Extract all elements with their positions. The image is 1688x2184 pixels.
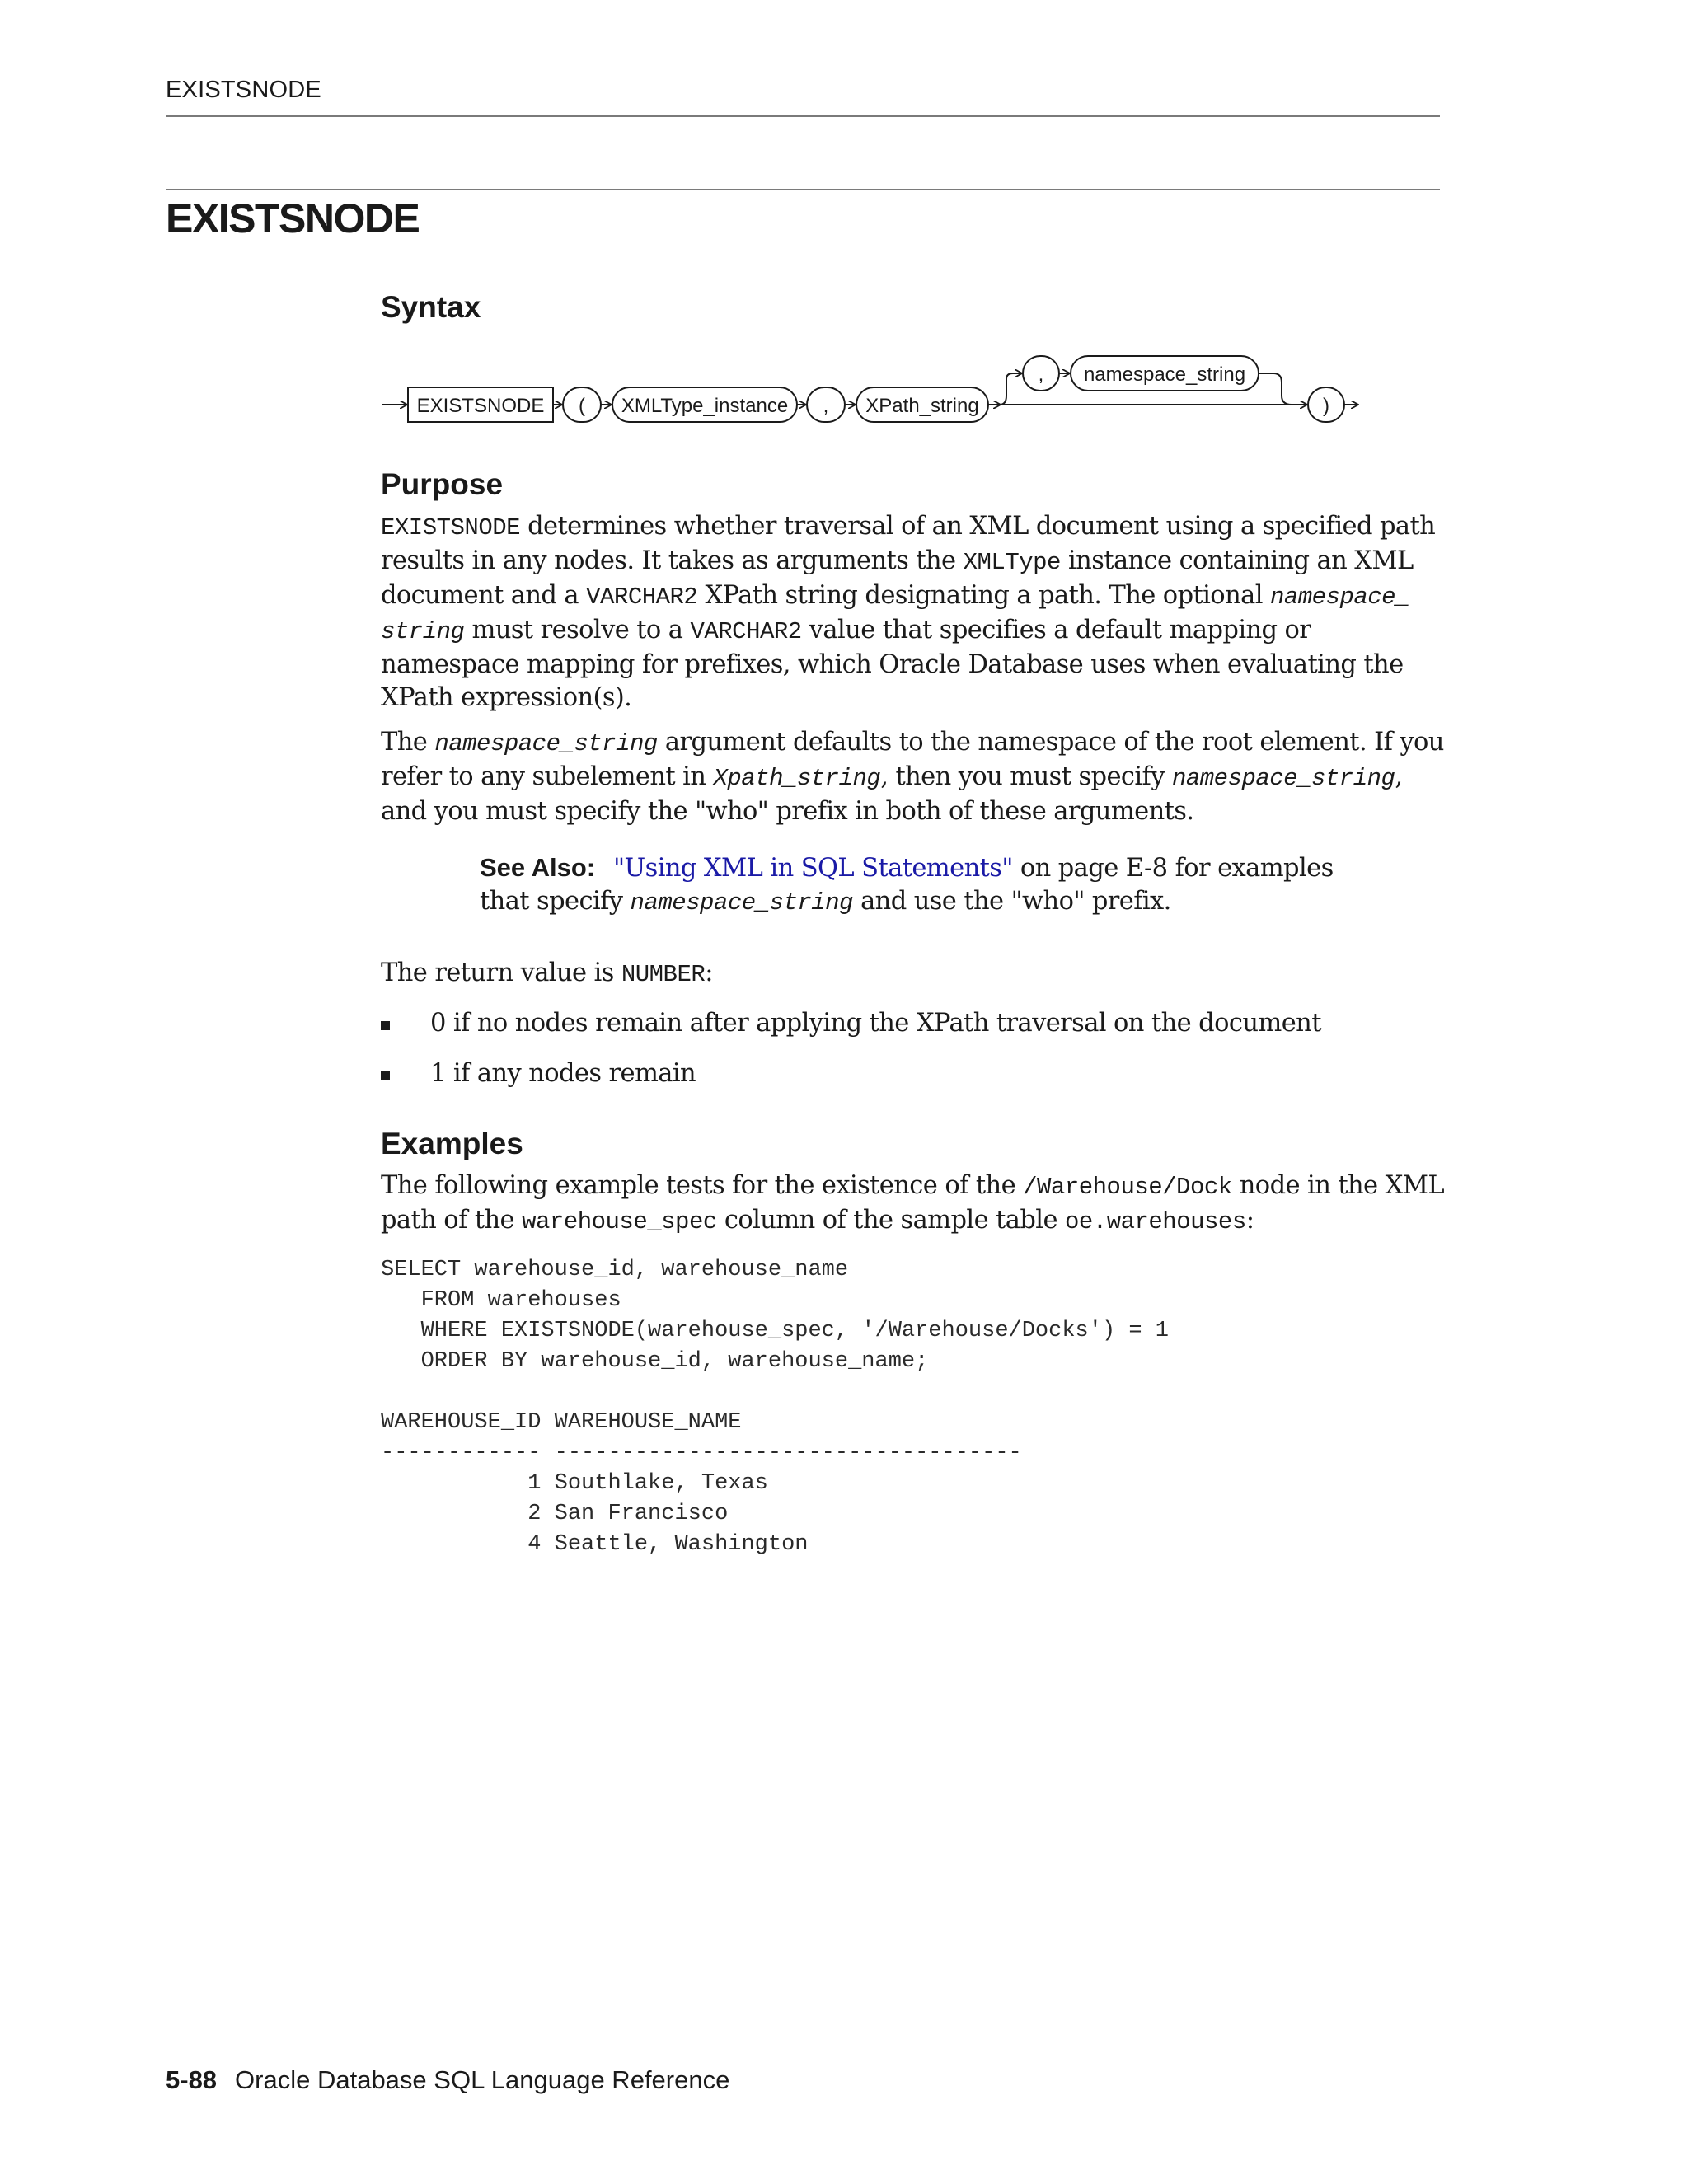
examples-paragraph <box>381 1169 1444 1239</box>
title-rule <box>166 189 1440 190</box>
see-also-label: See Also: <box>480 853 596 882</box>
inline-code: VARCHAR2 <box>586 583 698 611</box>
see-also-link[interactable]: "Using XML in SQL Statements" <box>613 854 1013 883</box>
list-item <box>381 1007 1444 1057</box>
inline-code: warehouse_spec <box>522 1208 717 1235</box>
text-run: value that specifies a default mapping or namespace mapping for prefixes, which Oracle Database uses when evaluating the XPath expression(s). <box>381 616 1404 712</box>
examples-section <box>381 1127 1444 1161</box>
text-run: argument defaults to the namespace of the root element. If you refer to any subelement in <box>381 728 1444 791</box>
examples-heading: Examples <box>381 1127 523 1160</box>
inline-code: oe.warehouses <box>1064 1208 1246 1235</box>
page-title: EXISTSNODE <box>166 195 420 241</box>
text-run: column of the sample table <box>716 1206 1065 1235</box>
text-run: node in the XML path of the <box>381 1171 1444 1235</box>
inline-code: /Warehouse/Dock <box>1023 1174 1232 1201</box>
return-value-text <box>381 957 1444 991</box>
text-run: The <box>381 728 435 757</box>
bullet-square-icon <box>381 1021 390 1030</box>
purpose-paragraph-2 <box>381 726 1444 828</box>
inline-code-italic: namespace_string <box>434 730 658 757</box>
syntax-keyword: EXISTSNODE <box>416 395 545 417</box>
syntax-diagram <box>375 346 1381 437</box>
list-item <box>381 1057 1444 1108</box>
syntax-arg1: XMLType_instance <box>621 395 789 417</box>
inline-code: NUMBER <box>621 961 706 988</box>
purpose-paragraph-1 <box>381 510 1444 715</box>
list-item-text: 1 if any nodes remain <box>430 1059 696 1088</box>
inline-code-italic: namespace_string <box>1171 765 1395 792</box>
text-run: : <box>705 958 713 987</box>
bullet-square-icon <box>381 1071 390 1080</box>
return-value-list <box>381 1007 1444 1108</box>
list-item-text: 0 if no nodes remain after applying the XPath traversal on the document <box>430 1009 1321 1038</box>
page-number: 5-88 <box>166 2065 218 2094</box>
syntax-open-paren: ( <box>579 395 585 417</box>
syntax-heading: Syntax <box>381 290 481 324</box>
inline-code: VARCHAR2 <box>690 618 802 645</box>
syntax-optional-arg: namespace_string <box>1083 363 1246 386</box>
text-run: , then you must specify <box>880 762 1172 791</box>
book-title: Oracle Database SQL Language Reference <box>235 2065 730 2094</box>
purpose-section <box>381 467 1444 502</box>
inline-code-italic: Xpath_string <box>713 765 881 792</box>
inline-code: XMLType <box>963 549 1061 576</box>
syntax-section <box>381 290 1444 325</box>
header-rule <box>166 115 1440 117</box>
syntax-comma2: , <box>1038 363 1044 386</box>
syntax-arg2: XPath_string <box>865 395 979 417</box>
text-run: must resolve to a <box>464 616 691 644</box>
inline-code-italic: namespace_string <box>630 889 853 916</box>
see-also-note <box>480 851 1386 920</box>
text-run: on page E-8 for examples that specify <box>480 854 1334 916</box>
text-run: The return value is <box>381 958 621 987</box>
text-run: and use the "who" prefix. <box>852 887 1171 916</box>
purpose-paragraph-2-wrap <box>381 726 1444 828</box>
examples-paragraph-wrap <box>381 1169 1444 1239</box>
inline-code: EXISTSNODE <box>381 514 521 541</box>
text-run: XPath string designating a path. The optional <box>697 581 1270 610</box>
text-run: , and you must specify the "who" prefix in both of these arguments. <box>381 762 1403 826</box>
text-run: determines whether traversal of an XML document using a specified path results in any nodes. It takes as arguments the <box>381 512 1436 575</box>
purpose-paragraph-1-wrap <box>381 510 1444 715</box>
text-run: instance containing an XML document and a <box>381 546 1414 610</box>
example-code-block: SELECT warehouse_id, warehouse_name FROM warehouses WHERE EXISTSNODE(warehouse_spec, '/Warehouse/Docks') = 1 ORDER BY warehouse_id, warehouse_name; WAREHOUSE_ID WAREHOUSE_NAME ------------ ----------------------------------- 1 Southlake, Texas 2 San Francisco 4 Seattle, Washington <box>381 1258 1169 1557</box>
running-header: EXISTSNODE <box>166 77 321 103</box>
text-run: : <box>1245 1206 1254 1235</box>
return-value-wrap <box>381 957 1444 991</box>
page-footer <box>166 2065 729 2095</box>
syntax-close-paren: ) <box>1323 395 1329 417</box>
purpose-heading: Purpose <box>381 467 504 501</box>
syntax-comma1: , <box>823 395 829 417</box>
text-run: The following example tests for the existence of the <box>381 1171 1024 1200</box>
inline-code-italic: namespace_ string <box>381 583 1409 645</box>
